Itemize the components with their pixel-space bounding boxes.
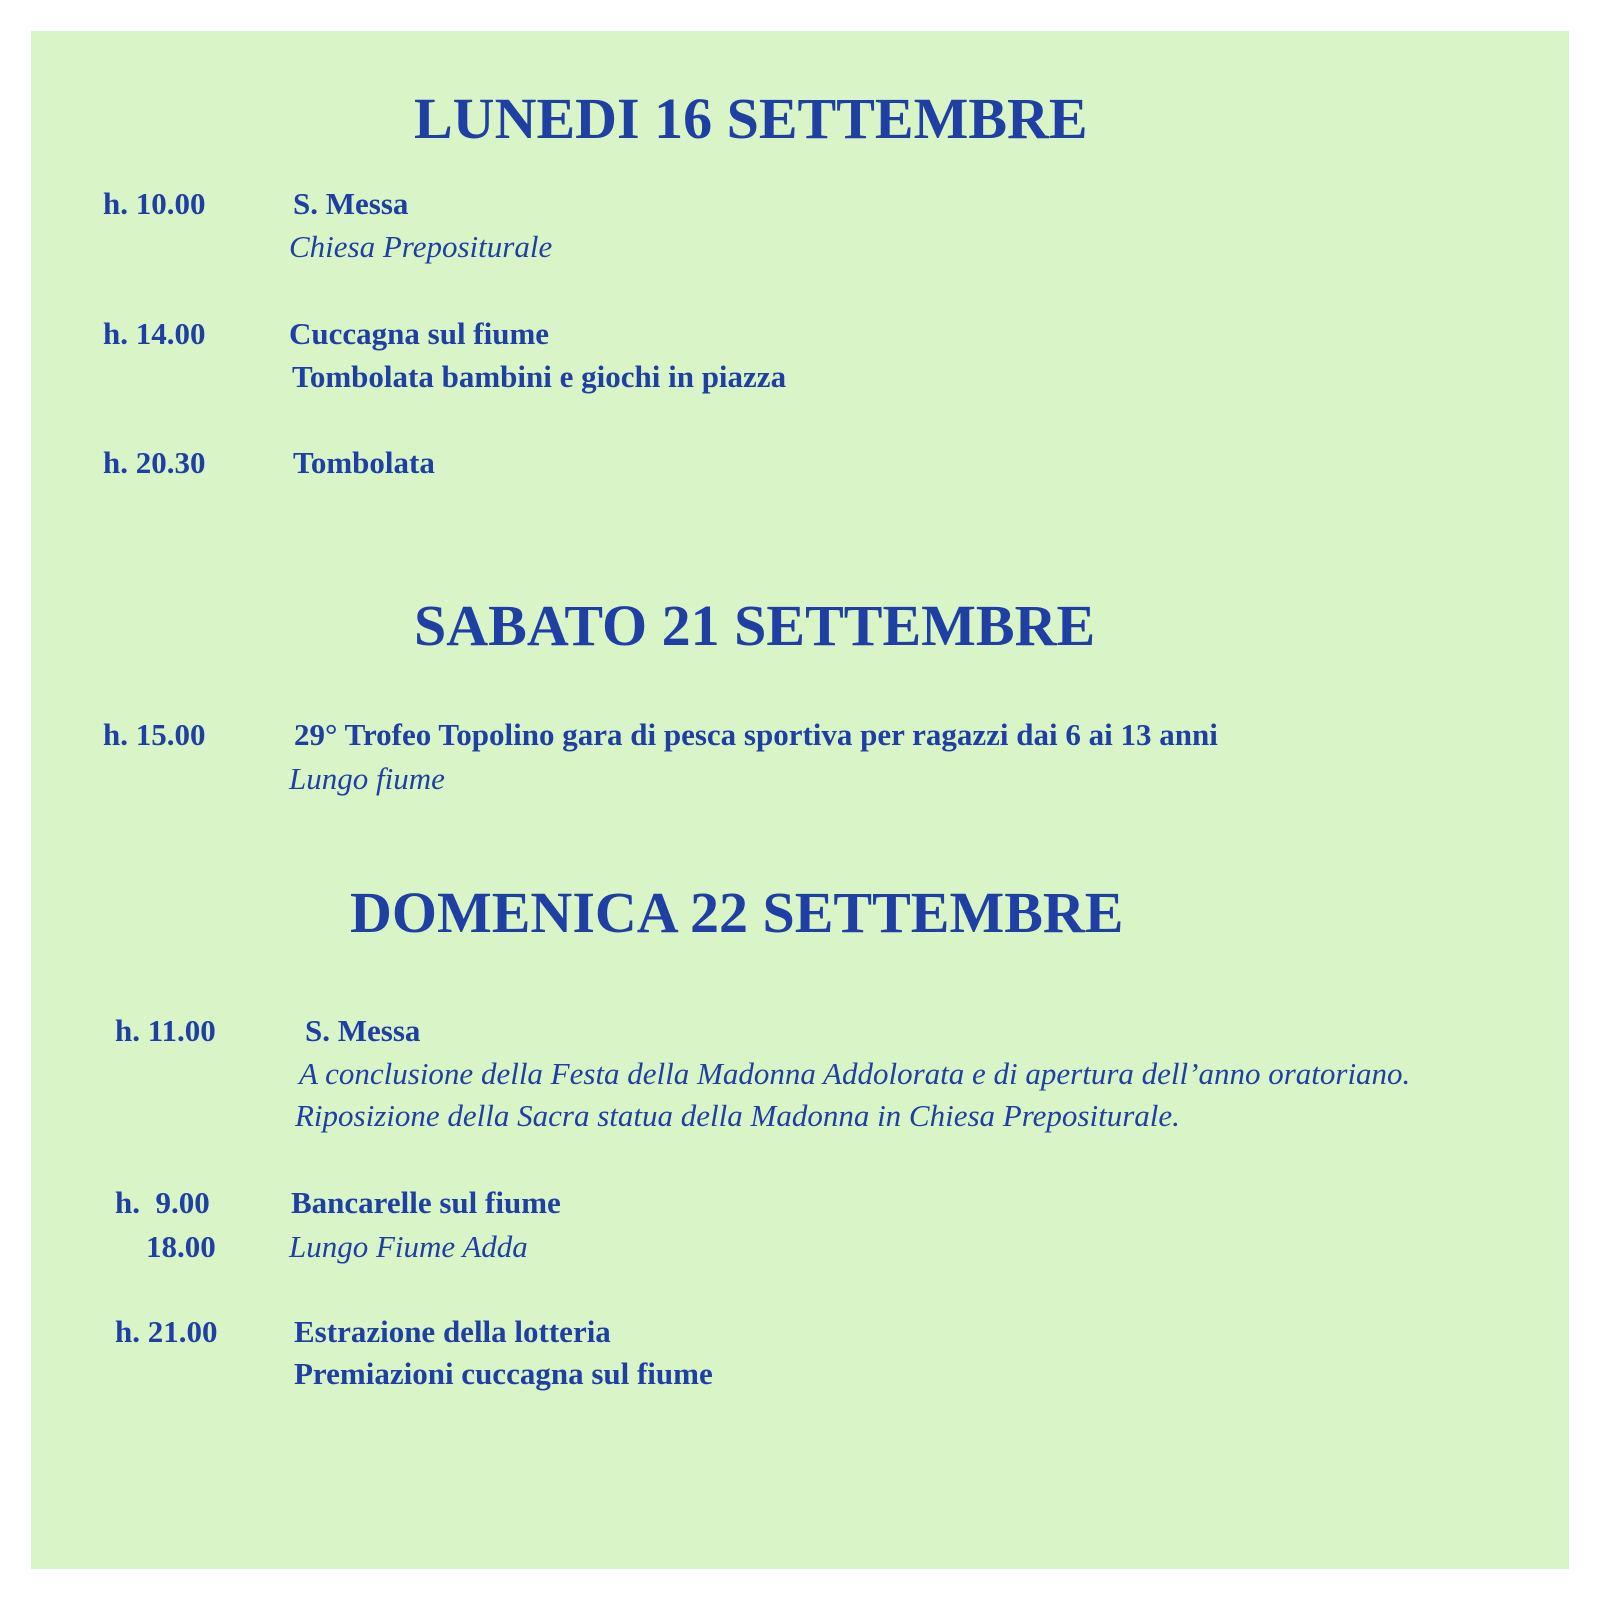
- event-title: S. Messa: [305, 1013, 421, 1048]
- event-title: Tombolata: [293, 445, 435, 480]
- event-time: h. 20.30: [103, 445, 206, 480]
- event-note: A conclusione della Festa della Madonna Addolorata e di apertura dell’anno oratoriano.: [299, 1056, 1411, 1091]
- day-title: LUNEDI 16 SETTEMBRE: [414, 86, 1088, 151]
- event-time: h. 11.00: [115, 1013, 216, 1048]
- event-title: Estrazione della lotteria: [294, 1314, 611, 1349]
- event-time-end: 18.00: [146, 1229, 216, 1264]
- event-time: h. 9.00: [115, 1185, 210, 1220]
- event-time: h. 14.00: [103, 316, 206, 351]
- event-time: h. 15.00: [103, 717, 206, 752]
- event-location: Lungo fiume: [289, 761, 445, 796]
- event-title: 29° Trofeo Topolino gara di pesca sportiva per ragazzi dai 6 ai 13 anni: [294, 717, 1218, 752]
- day-title: SABATO 21 SETTEMBRE: [414, 593, 1096, 658]
- event-title: Tombolata bambini e giochi in piazza: [292, 359, 787, 394]
- event-title: S. Messa: [293, 186, 409, 221]
- event-title: Bancarelle sul fiume: [291, 1185, 561, 1220]
- event-note: Riposizione della Sacra statua della Madonna in Chiesa Prepositurale.: [295, 1098, 1180, 1133]
- event-location: Lungo Fiume Adda: [289, 1229, 528, 1264]
- event-location: Chiesa Prepositurale: [289, 229, 553, 264]
- day-title: DOMENICA 22 SETTEMBRE: [350, 880, 1124, 945]
- event-time: h. 21.00: [115, 1314, 218, 1349]
- event-title: Premiazioni cuccagna sul fiume: [294, 1356, 713, 1391]
- event-time: h. 10.00: [103, 186, 206, 221]
- event-title: Cuccagna sul fiume: [289, 316, 550, 351]
